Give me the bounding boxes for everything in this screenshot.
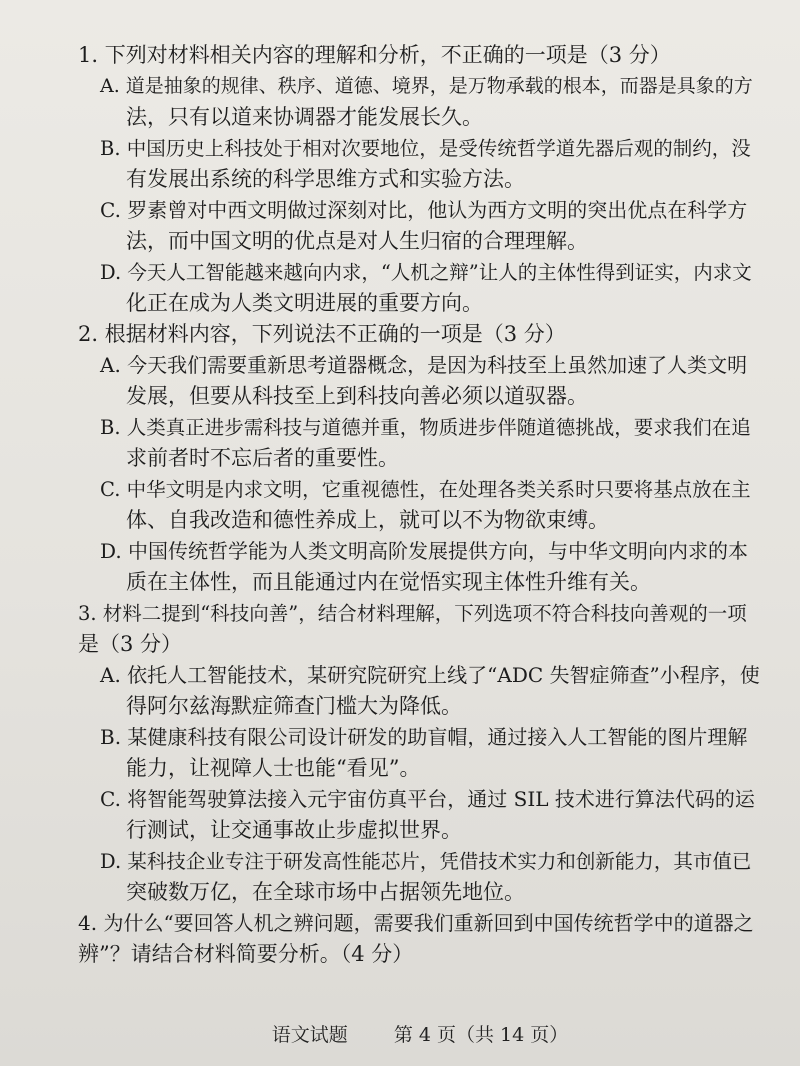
option-line: 求前者时不忘后者的重要性。 — [126, 446, 399, 470]
question-3 — [78, 598, 760, 908]
footer-subject: 语文试题 — [271, 1024, 348, 1046]
option-line: 法，而中国文明的优点是对人生归宿的合理理解。 — [126, 229, 588, 253]
option-line: 得阿尔兹海默症筛查门槛大为降低。 — [126, 694, 462, 718]
question-1-stem: 1. 下列对材料相关内容的理解和分析，不正确的一项是（3 分） — [78, 43, 671, 67]
question-3-option-c — [100, 784, 755, 846]
question-1-option-a — [100, 71, 753, 133]
question-3-stem-cont: 是（3 分） — [78, 632, 183, 656]
question-2 — [78, 319, 751, 598]
question-2-option-c — [100, 474, 751, 536]
option-line: 化正在成为人类文明进展的重要方向。 — [126, 291, 483, 315]
option-line: C. 中华文明是内求文明，它重视德性，在处理各类关系时只要将基点放在主 — [100, 478, 751, 501]
question-4 — [78, 908, 754, 970]
question-1 — [78, 40, 753, 319]
option-line: 体、自我改造和德性养成上，就可以不为物欲束缚。 — [126, 508, 609, 532]
footer-page-number: 第 4 页（共 14 页） — [393, 1024, 569, 1046]
option-line: 有发展出系统的科学思维方式和实验方法。 — [126, 167, 525, 191]
option-line: D. 今天人工智能越来越向内求，“人机之辩”让人的主体性得到证实，内求文 — [100, 261, 752, 284]
question-3-option-b — [100, 722, 748, 784]
option-line: A. 道是抽象的规律、秩序、道德、境界，是万物承载的根本，而器是具象的方 — [100, 75, 753, 97]
option-line: B. 某健康科技有限公司设计研发的助盲帽，通过接入人工智能的图片理解 — [100, 725, 748, 749]
question-2-stem: 2. 根据材料内容，下列说法不正确的一项是（3 分） — [78, 322, 566, 346]
question-2-options — [78, 350, 751, 598]
question-2-option-a — [100, 350, 748, 412]
question-list — [78, 40, 760, 970]
question-1-option-d — [100, 257, 752, 319]
option-line: C. 罗素曾对中西文明做过深刻对比，他认为西方文明的突出优点在科学方 — [100, 198, 748, 222]
question-3-options — [78, 660, 760, 908]
option-line: B. 中国历史上科技处于相对次要地位，是受传统哲学道先器后观的制约，没 — [100, 137, 751, 160]
question-2-option-b — [100, 412, 751, 474]
option-line: C. 将智能驾驶算法接入元宇宙仿真平台，通过 SIL 技术进行算法代码的运 — [100, 787, 755, 811]
question-4-stem: 4. 为什么“要回答人机之辨问题，需要我们重新回到中国传统哲学中的道器之 — [78, 911, 754, 935]
option-line: 发展，但要从科技至上到科技向善必须以道驭器。 — [126, 384, 588, 408]
option-line: 行测试，让交通事故止步虚拟世界。 — [126, 818, 462, 842]
option-line: A. 今天我们需要重新思考道器概念，是因为科技至上虽然加速了人类文明 — [100, 353, 748, 377]
question-4-stem-cont: 辨”？请结合材料简要分析。（4 分） — [78, 942, 414, 966]
question-1-option-b — [100, 133, 751, 195]
option-line: D. 某科技企业专注于研发高性能芯片，凭借技术实力和创新能力，其市值已 — [100, 850, 752, 873]
question-2-option-d — [100, 536, 748, 598]
option-line: 能力，让视障人士也能“看见”。 — [126, 756, 421, 780]
option-line: 法，只有以道来协调器才能发展长久。 — [126, 105, 483, 129]
option-line: A. 依托人工智能技术，某研究院研究上线了“ADC 失智症筛查”小程序，使 — [100, 663, 760, 687]
question-1-option-c — [100, 195, 748, 257]
page-footer — [0, 1023, 800, 1047]
question-3-option-a — [100, 660, 760, 722]
question-3-option-d — [100, 846, 752, 908]
option-line: D. 中国传统哲学能为人类文明高阶发展提供方向，与中华文明向内求的本 — [100, 539, 749, 563]
option-line: 质在主体性，而且能通过内在觉悟实现主体性升维有关。 — [126, 570, 651, 594]
question-1-options — [78, 71, 753, 319]
option-line: B. 人类真正进步需科技与道德并重，物质进步伴随道德挑战，要求我们在追 — [100, 416, 751, 439]
option-line: 突破数万亿，在全球市场中占据领先地位。 — [126, 880, 525, 904]
question-3-stem: 3. 材料二提到“科技向善”，结合材料理解，下列选项不符合科技向善观的一项 — [78, 602, 747, 625]
